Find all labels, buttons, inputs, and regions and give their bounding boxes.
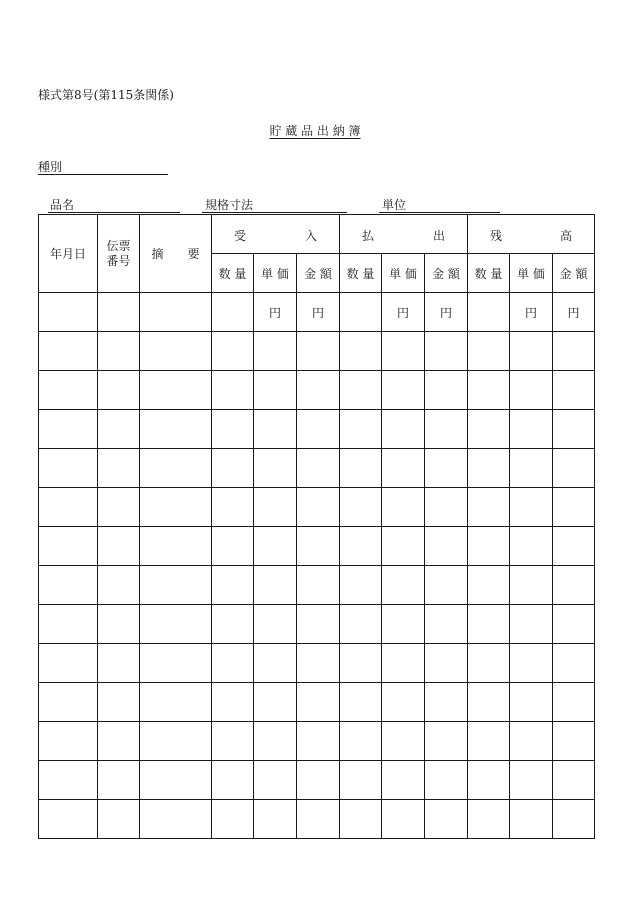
- receipt-amount-cell[interactable]: [297, 488, 340, 527]
- issue-amount-cell[interactable]: [425, 566, 468, 605]
- table-row: [39, 761, 595, 800]
- table-row: [39, 644, 595, 683]
- voucher-cell[interactable]: [98, 644, 140, 683]
- summary-header: 摘 要: [140, 215, 212, 293]
- balance-quantity-cell[interactable]: [468, 332, 510, 371]
- issue-group-header: 払 出: [340, 215, 468, 254]
- voucher-cell[interactable]: [98, 332, 140, 371]
- receipt-quantity-cell[interactable]: [212, 449, 254, 488]
- balance-amount-cell[interactable]: [553, 449, 595, 488]
- receipt-amount-cell[interactable]: [297, 566, 340, 605]
- type-line: [38, 174, 168, 175]
- balance-amount-cell[interactable]: [553, 722, 595, 761]
- table-row: [39, 527, 595, 566]
- balance-amount-cell[interactable]: [553, 683, 595, 722]
- issue-amount-cell[interactable]: [425, 332, 468, 371]
- balance-quantity-cell[interactable]: [468, 722, 510, 761]
- balance-quantity-cell[interactable]: [468, 410, 510, 449]
- issue-amount-cell[interactable]: [425, 683, 468, 722]
- receipt-quantity-cell[interactable]: [212, 761, 254, 800]
- spec-field[interactable]: [205, 198, 347, 214]
- receipt-amount-cell[interactable]: [297, 722, 340, 761]
- receipt-quantity-cell[interactable]: [212, 605, 254, 644]
- receipt-quantity-cell[interactable]: [212, 332, 254, 371]
- voucher-cell[interactable]: [98, 293, 140, 332]
- receipt-quantity-cell[interactable]: [212, 800, 254, 839]
- balance-unit-price-cell[interactable]: 円: [510, 293, 553, 332]
- balance-amount-cell[interactable]: [553, 800, 595, 839]
- balance-unit-price-cell[interactable]: [510, 488, 553, 527]
- balance-quantity-cell[interactable]: [468, 371, 510, 410]
- type-label: 種別: [38, 160, 63, 174]
- issue-quantity-cell[interactable]: [340, 449, 382, 488]
- issue-unit-price-cell[interactable]: [382, 605, 425, 644]
- unit-field[interactable]: [382, 198, 502, 214]
- table-row: [39, 566, 595, 605]
- issue-amount-cell[interactable]: [425, 488, 468, 527]
- balance-unit-price-cell[interactable]: [510, 644, 553, 683]
- issue-unit-price-cell[interactable]: [382, 683, 425, 722]
- receipt-group-header: 受 入: [212, 215, 340, 254]
- table-row: [39, 371, 595, 410]
- form-number: 様式第8号(第115条関係): [38, 88, 174, 102]
- balance-unit-price-cell[interactable]: [510, 332, 553, 371]
- balance-amount-cell[interactable]: [553, 761, 595, 800]
- balance-amount-cell[interactable]: [553, 566, 595, 605]
- issue-unit-price-cell[interactable]: [382, 332, 425, 371]
- date-cell[interactable]: [39, 527, 98, 566]
- summary-cell[interactable]: [140, 293, 212, 332]
- date-cell[interactable]: [39, 371, 98, 410]
- balance-amount-cell[interactable]: [553, 644, 595, 683]
- balance-amount-cell[interactable]: [553, 488, 595, 527]
- unit-label: 単位: [382, 198, 407, 212]
- date-cell[interactable]: [39, 644, 98, 683]
- table-row: [39, 722, 595, 761]
- date-cell[interactable]: [39, 449, 98, 488]
- issue-unit-price-cell[interactable]: [382, 722, 425, 761]
- voucher-cell[interactable]: [98, 449, 140, 488]
- table-row: [39, 488, 595, 527]
- balance-unit-price-header: 単 価: [510, 254, 553, 293]
- balance-amount-cell[interactable]: 円: [553, 293, 595, 332]
- receipt-unit-price-cell[interactable]: [254, 332, 297, 371]
- receipt-unit-price-cell[interactable]: 円: [254, 293, 297, 332]
- receipt-quantity-cell[interactable]: [212, 527, 254, 566]
- balance-amount-cell[interactable]: [553, 410, 595, 449]
- type-field[interactable]: [38, 160, 170, 176]
- balance-quantity-cell[interactable]: [468, 605, 510, 644]
- receipt-quantity-cell[interactable]: [212, 683, 254, 722]
- balance-unit-price-cell[interactable]: [510, 722, 553, 761]
- balance-amount-cell[interactable]: [553, 371, 595, 410]
- item-name-field[interactable]: [50, 198, 182, 214]
- balance-amount-cell[interactable]: [553, 605, 595, 644]
- issue-quantity-cell[interactable]: [340, 800, 382, 839]
- receipt-quantity-cell[interactable]: [212, 566, 254, 605]
- receipt-quantity-cell[interactable]: [212, 722, 254, 761]
- issue-quantity-cell[interactable]: [340, 488, 382, 527]
- item-name-line: [48, 212, 180, 213]
- voucher-cell[interactable]: [98, 761, 140, 800]
- voucher-cell[interactable]: [98, 605, 140, 644]
- voucher-cell[interactable]: [98, 722, 140, 761]
- issue-unit-price-cell[interactable]: [382, 488, 425, 527]
- voucher-cell[interactable]: [98, 410, 140, 449]
- receipt-amount-cell[interactable]: [297, 800, 340, 839]
- date-cell[interactable]: [39, 293, 98, 332]
- receipt-unit-price-cell[interactable]: [254, 605, 297, 644]
- issue-quantity-cell[interactable]: [340, 722, 382, 761]
- receipt-quantity-cell[interactable]: [212, 371, 254, 410]
- receipt-unit-price-cell[interactable]: [254, 449, 297, 488]
- receipt-unit-price-cell[interactable]: [254, 722, 297, 761]
- date-header: 年月日: [39, 215, 98, 293]
- page-title: 貯 蔵 品 出 納 簿: [269, 124, 361, 138]
- issue-unit-price-cell[interactable]: [382, 800, 425, 839]
- table-row: [39, 605, 595, 644]
- receipt-quantity-header: 数 量: [212, 254, 254, 293]
- balance-quantity-cell[interactable]: [468, 566, 510, 605]
- balance-unit-price-cell[interactable]: [510, 371, 553, 410]
- issue-unit-price-cell[interactable]: [382, 566, 425, 605]
- issue-quantity-cell[interactable]: [340, 527, 382, 566]
- receipt-amount-cell[interactable]: [297, 644, 340, 683]
- issue-quantity-cell[interactable]: [340, 410, 382, 449]
- voucher-cell[interactable]: [98, 527, 140, 566]
- receipt-amount-cell[interactable]: [297, 605, 340, 644]
- summary-cell[interactable]: [140, 722, 212, 761]
- item-name-label: 品名: [50, 198, 75, 212]
- issue-amount-cell[interactable]: [425, 605, 468, 644]
- balance-unit-price-cell[interactable]: [510, 683, 553, 722]
- issue-quantity-cell[interactable]: [340, 683, 382, 722]
- receipt-unit-price-cell[interactable]: [254, 800, 297, 839]
- summary-cell[interactable]: [140, 449, 212, 488]
- balance-quantity-cell[interactable]: [468, 449, 510, 488]
- voucher-cell[interactable]: [98, 566, 140, 605]
- receipt-unit-price-cell[interactable]: [254, 566, 297, 605]
- balance-unit-price-cell[interactable]: [510, 527, 553, 566]
- date-cell[interactable]: [39, 761, 98, 800]
- balance-unit-price-cell[interactable]: [510, 761, 553, 800]
- balance-unit-price-cell[interactable]: [510, 410, 553, 449]
- issue-quantity-cell[interactable]: [340, 371, 382, 410]
- issue-quantity-cell[interactable]: [340, 293, 382, 332]
- issue-quantity-header: 数 量: [340, 254, 382, 293]
- receipt-unit-price-cell[interactable]: [254, 527, 297, 566]
- summary-cell[interactable]: [140, 527, 212, 566]
- date-cell[interactable]: [39, 488, 98, 527]
- summary-cell[interactable]: [140, 800, 212, 839]
- issue-quantity-cell[interactable]: [340, 332, 382, 371]
- receipt-unit-price-cell[interactable]: [254, 683, 297, 722]
- voucher-cell[interactable]: [98, 488, 140, 527]
- balance-unit-price-cell[interactable]: [510, 800, 553, 839]
- issue-unit-price-cell[interactable]: [382, 371, 425, 410]
- balance-quantity-cell[interactable]: [468, 800, 510, 839]
- table-row: [39, 683, 595, 722]
- balance-group-header: 残 高: [468, 215, 595, 254]
- issue-quantity-cell[interactable]: [340, 644, 382, 683]
- summary-cell[interactable]: [140, 644, 212, 683]
- table-row: [39, 410, 595, 449]
- date-cell[interactable]: [39, 800, 98, 839]
- summary-cell[interactable]: [140, 488, 212, 527]
- receipt-quantity-cell[interactable]: [212, 293, 254, 332]
- receipt-unit-price-cell[interactable]: [254, 761, 297, 800]
- balance-quantity-cell[interactable]: [468, 293, 510, 332]
- receipt-unit-price-cell[interactable]: [254, 488, 297, 527]
- issue-unit-price-cell[interactable]: [382, 761, 425, 800]
- date-cell[interactable]: [39, 332, 98, 371]
- balance-quantity-cell[interactable]: [468, 644, 510, 683]
- date-cell[interactable]: [39, 566, 98, 605]
- date-cell[interactable]: [39, 683, 98, 722]
- summary-cell[interactable]: [140, 371, 212, 410]
- balance-unit-price-cell[interactable]: [510, 605, 553, 644]
- balance-quantity-header: 数 量: [468, 254, 510, 293]
- issue-unit-price-cell[interactable]: [382, 527, 425, 566]
- summary-cell[interactable]: [140, 761, 212, 800]
- issue-unit-price-cell[interactable]: [382, 410, 425, 449]
- receipt-amount-cell[interactable]: [297, 332, 340, 371]
- summary-cell[interactable]: [140, 566, 212, 605]
- receipt-unit-price-cell[interactable]: [254, 410, 297, 449]
- date-cell[interactable]: [39, 410, 98, 449]
- issue-amount-cell[interactable]: [425, 410, 468, 449]
- receipt-quantity-cell[interactable]: [212, 644, 254, 683]
- issue-unit-price-cell[interactable]: 円: [382, 293, 425, 332]
- issue-amount-cell[interactable]: 円: [425, 293, 468, 332]
- receipt-amount-cell[interactable]: [297, 371, 340, 410]
- spec-label: 規格寸法: [205, 198, 254, 212]
- receipt-amount-cell[interactable]: [297, 761, 340, 800]
- issue-amount-cell[interactable]: [425, 644, 468, 683]
- date-cell[interactable]: [39, 605, 98, 644]
- issue-amount-header: 金 額: [425, 254, 468, 293]
- receipt-amount-cell[interactable]: [297, 410, 340, 449]
- voucher-cell[interactable]: [98, 800, 140, 839]
- balance-quantity-cell[interactable]: [468, 488, 510, 527]
- summary-cell[interactable]: [140, 683, 212, 722]
- balance-unit-price-cell[interactable]: [510, 566, 553, 605]
- balance-amount-cell[interactable]: [553, 332, 595, 371]
- receipt-amount-cell[interactable]: [297, 527, 340, 566]
- balance-unit-price-cell[interactable]: [510, 449, 553, 488]
- table-row: [39, 449, 595, 488]
- issue-unit-price-header: 単 価: [382, 254, 425, 293]
- voucher-cell[interactable]: [98, 371, 140, 410]
- receipt-unit-price-cell[interactable]: [254, 371, 297, 410]
- receipt-amount-header: 金 額: [297, 254, 340, 293]
- issue-amount-cell[interactable]: [425, 761, 468, 800]
- summary-cell[interactable]: [140, 410, 212, 449]
- issue-quantity-cell[interactable]: [340, 761, 382, 800]
- summary-cell[interactable]: [140, 605, 212, 644]
- voucher-header: 伝票 番号: [98, 215, 140, 293]
- issue-amount-cell[interactable]: [425, 371, 468, 410]
- issue-unit-price-cell[interactable]: [382, 449, 425, 488]
- receipt-amount-cell[interactable]: [297, 683, 340, 722]
- issue-amount-cell[interactable]: [425, 722, 468, 761]
- balance-quantity-cell[interactable]: [468, 683, 510, 722]
- receipt-quantity-cell[interactable]: [212, 488, 254, 527]
- spec-line: [202, 212, 347, 213]
- balance-amount-header: 金 額: [553, 254, 595, 293]
- balance-quantity-cell[interactable]: [468, 527, 510, 566]
- table-row: [39, 800, 595, 839]
- issue-quantity-cell[interactable]: [340, 605, 382, 644]
- receipt-unit-price-header: 単 価: [254, 254, 297, 293]
- receipt-amount-cell[interactable]: [297, 449, 340, 488]
- table-row: [39, 293, 595, 332]
- ledger-table: [38, 214, 595, 839]
- receipt-unit-price-cell[interactable]: [254, 644, 297, 683]
- table-row: [39, 332, 595, 371]
- receipt-quantity-cell[interactable]: [212, 410, 254, 449]
- issue-amount-cell[interactable]: [425, 800, 468, 839]
- unit-line: [379, 212, 500, 213]
- date-cell[interactable]: [39, 722, 98, 761]
- issue-quantity-cell[interactable]: [340, 566, 382, 605]
- balance-quantity-cell[interactable]: [468, 761, 510, 800]
- issue-amount-cell[interactable]: [425, 449, 468, 488]
- summary-cell[interactable]: [140, 332, 212, 371]
- issue-amount-cell[interactable]: [425, 527, 468, 566]
- receipt-amount-cell[interactable]: 円: [297, 293, 340, 332]
- voucher-cell[interactable]: [98, 683, 140, 722]
- balance-amount-cell[interactable]: [553, 527, 595, 566]
- issue-unit-price-cell[interactable]: [382, 644, 425, 683]
